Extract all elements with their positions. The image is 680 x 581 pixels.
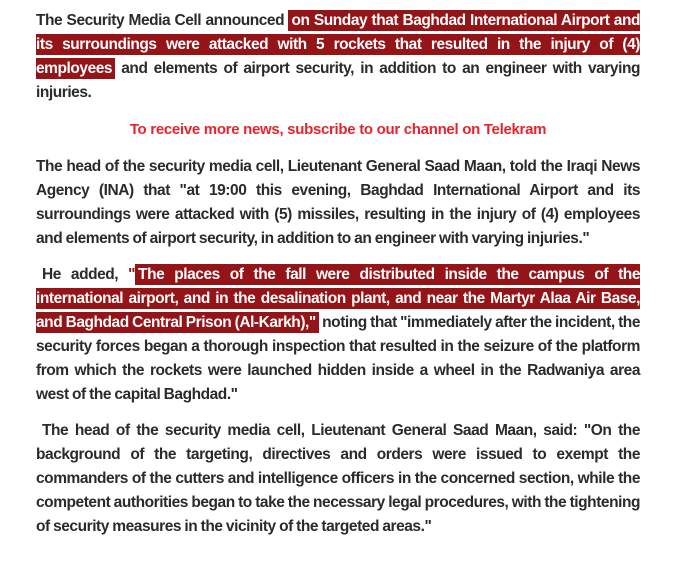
text-run: and elements of airport security, in addition to an engineer with varying injuries. xyxy=(36,60,640,101)
quote-mark: " xyxy=(128,266,136,283)
highlighted-text: on Sunday that Baghdad International Airport and its surroundings were attacked with 5 rockets that resulted in the injury of (4) employees xyxy=(36,12,641,77)
text-run: The head of the security media cell, Lieutenant General Saad Maan, said: "On the background of the targeting, directives and orders were issued to exempt the commanders of the cutters and intelligence officers in the concerned section, while the competent authorities began to take the necessary legal procedures, with the tightening of security measures in the vicinity of the targeted areas." xyxy=(36,422,640,535)
text-run: noting that "immediately after the incident, the security forces began a thorough inspection that resulted in the seizure of the platform from which the rockets were launched hidden inside a wheel in the Radwaniya area west of the capital Baghdad." xyxy=(36,314,640,403)
article-paragraph-2 xyxy=(36,155,640,251)
text-run: The Security Media Cell announced xyxy=(36,12,289,29)
highlighted-text: The places of the fall were distributed inside the campus of the international airport, and in the desalination plant, and near the Martyr Alaa Air Base, and Baghdad Central Prison (Al-Karkh)," xyxy=(36,266,640,331)
article-paragraph-4 xyxy=(36,419,640,539)
article-paragraph-1 xyxy=(36,9,640,105)
text-run: He added, xyxy=(42,266,129,283)
telegram-subscribe-link[interactable]: To receive more news, subscribe to our channel on Telekram xyxy=(129,121,547,138)
text-run: The head of the security media cell, Lieutenant General Saad Maan, told the Iraqi News Agency (INA) that "at 19:00 this evening, Baghdad International Airport and its surroundings were attacked with (5) missiles, resulting in the injury of (4) employees and elements of airport security, in addition to an engineer with varying injuries." xyxy=(36,158,640,247)
article-paragraph-3 xyxy=(36,263,640,407)
